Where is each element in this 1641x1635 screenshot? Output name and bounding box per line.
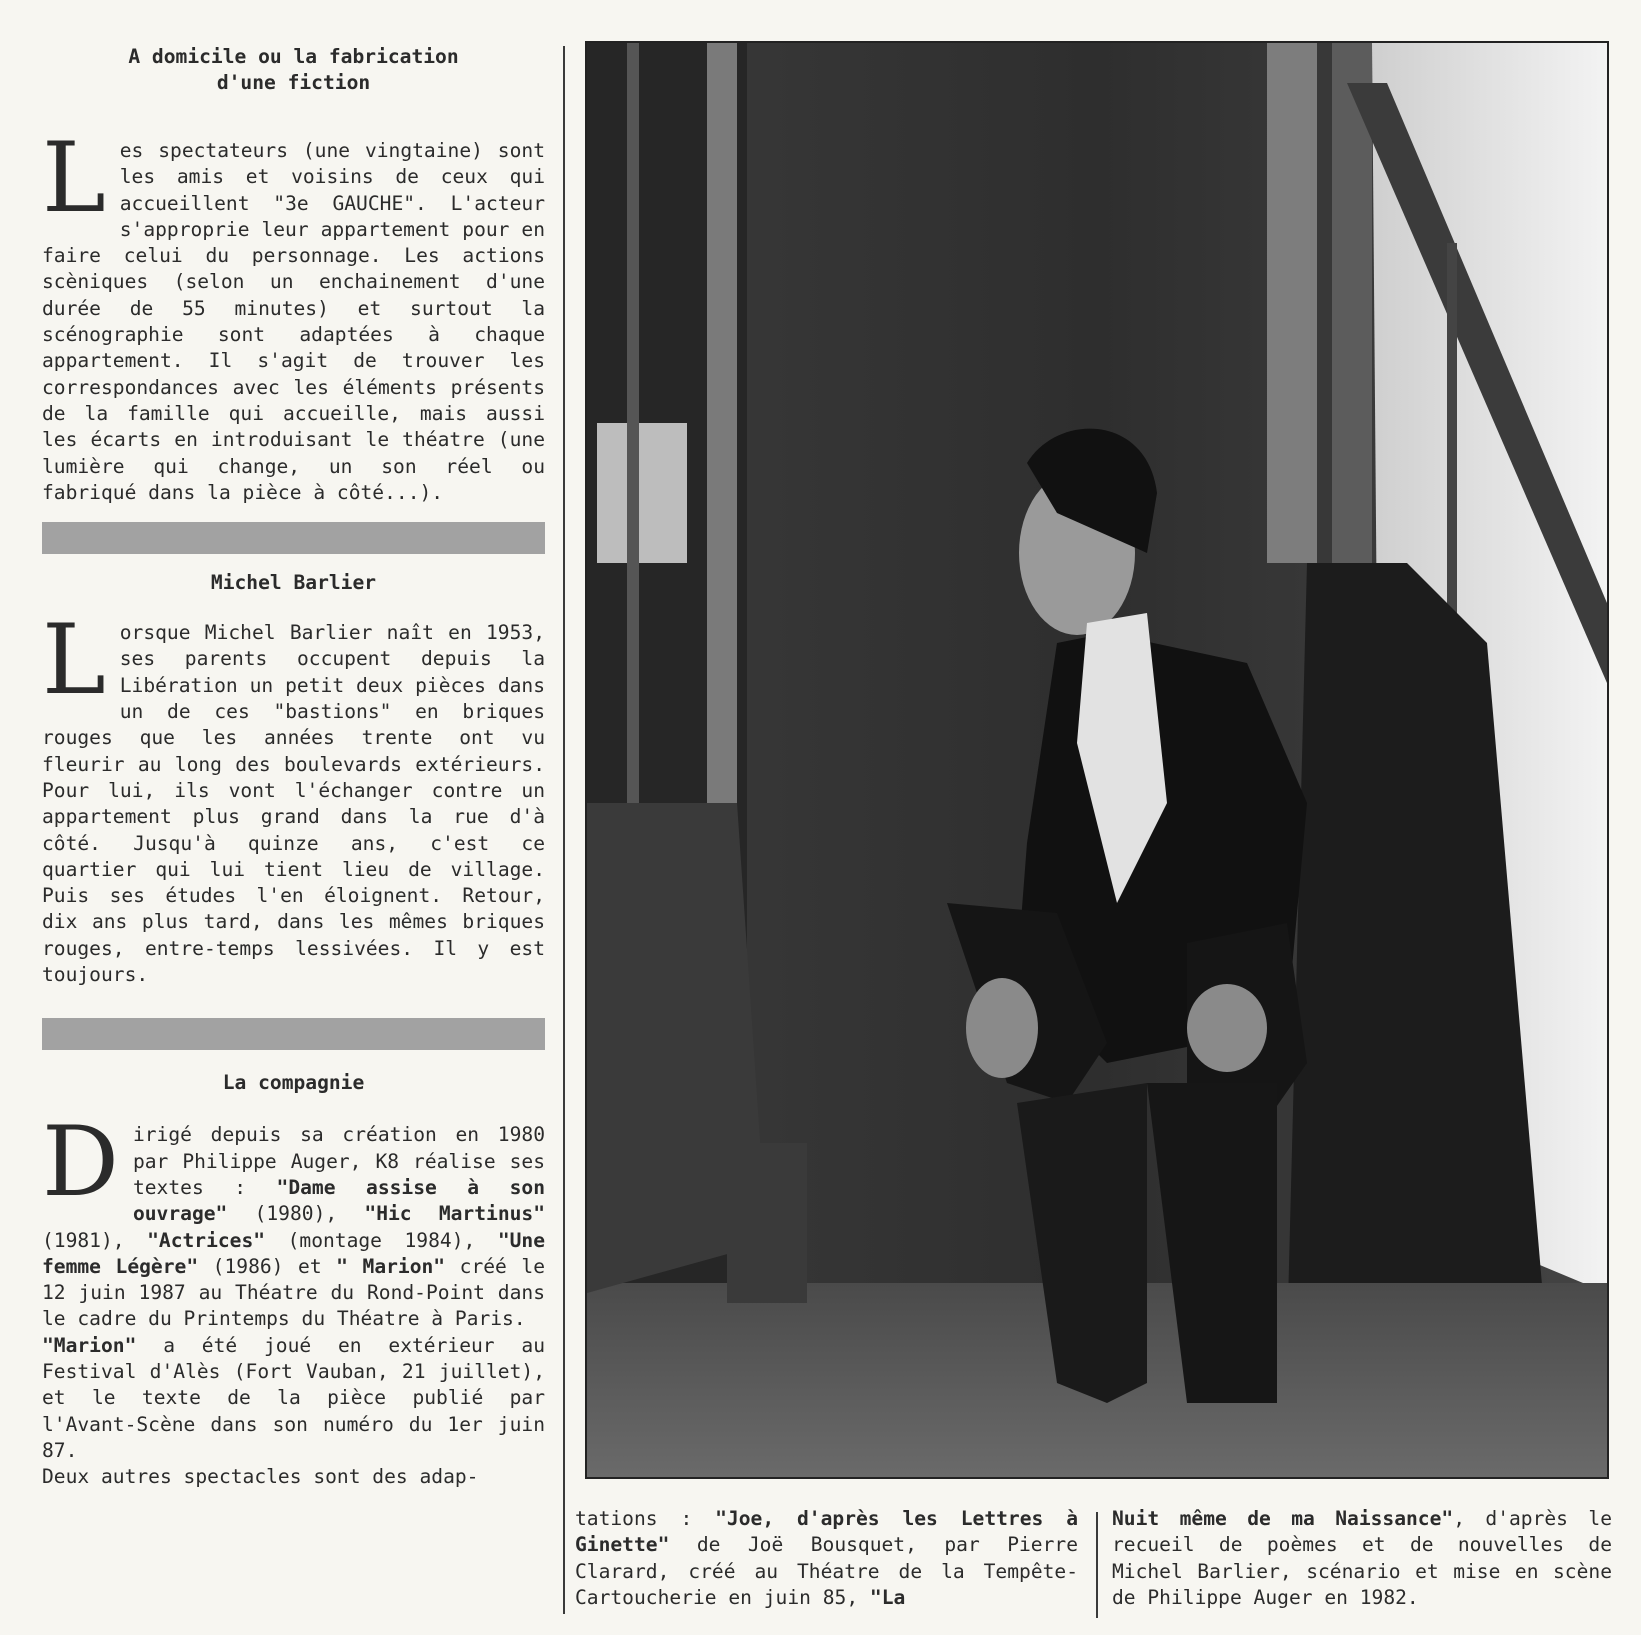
- body-text: a été joué en extérieur au Festival d'Alès (Fort Vauban, 21 juillet), et le texte de la pièce publié par l'Avant-Scène dans son numéro du 1er juin 87.: [42, 1333, 545, 1462]
- section-body: Deux autres spectacles sont des adap-: [42, 1465, 479, 1489]
- body-text: créé le 12 juin 1987 au Théatre du Rond-Point dans le cadre du Printemps du Théatre à Paris.: [42, 1254, 546, 1331]
- section-body: [42, 1333, 545, 1464]
- drop-cap: D: [42, 1106, 119, 1219]
- section-compagnie: [42, 1070, 545, 1490]
- section-fiction: [42, 44, 545, 506]
- section-divider: [42, 1018, 545, 1050]
- work-title: "La: [869, 1585, 906, 1609]
- caption-right: [1112, 1506, 1612, 1611]
- work-title: "Dame assise à son ouvrage": [132, 1175, 545, 1226]
- caption-left: [575, 1506, 1078, 1611]
- section-barlier: [42, 570, 545, 988]
- work-title: " Marion": [336, 1254, 446, 1278]
- column-rule: [563, 46, 565, 1614]
- photo-illustration: [587, 43, 1607, 1477]
- body-text: (1980),: [227, 1202, 365, 1226]
- left-column: [42, 44, 545, 1490]
- work-title: "Hic Martinus": [364, 1202, 545, 1226]
- work-title: "Joe, d'après les Lettres à Ginette": [575, 1507, 1078, 1557]
- section-body: [42, 604, 545, 988]
- drop-cap: L: [42, 604, 106, 717]
- work-title: "Une femme Légère": [42, 1228, 545, 1278]
- section-divider: [42, 522, 545, 554]
- caption-rule: [1096, 1512, 1098, 1618]
- caption-text: tations :: [575, 1507, 716, 1530]
- body-text: (montage 1984),: [265, 1228, 498, 1252]
- section-title: La compagnie: [222, 1071, 365, 1095]
- work-title: Nuit même de ma Naissance": [1112, 1507, 1454, 1530]
- section-title: [42, 44, 545, 96]
- body-text: irigé depuis sa création en 1980 par Philippe Auger, K8 réalise ses textes :: [132, 1123, 545, 1199]
- work-title: "Actrices": [147, 1228, 266, 1252]
- title-line-1: A domicile ou la fabrication: [128, 45, 459, 68]
- caption-text: , d'après le recueil de poèmes et de nouvelles de Michel Barlier, scénario et mise en scène de Philippe Auger en 1982.: [1112, 1507, 1612, 1609]
- caption-text: de Joë Bousquet, par Pierre Clarard, créé au Théatre de la Tempête-Cartoucherie en juin 85,: [575, 1533, 1078, 1609]
- body-text: (1981),: [42, 1228, 148, 1252]
- section-title: Michel Barlier: [210, 571, 377, 595]
- section-body: [42, 1106, 546, 1332]
- title-line-2: d'une fiction: [216, 71, 371, 94]
- work-title: "Marion": [42, 1333, 137, 1357]
- drop-cap: L: [42, 122, 106, 234]
- body-text: es spectateurs (une vingtaine) sont les amis et voisins de ceux qui accueillent "3e GAUCHE". L'acteur s'approprie leur appartement pour en faire celui du personnage. Les actions scèniques (selon un enchainement d'une durée de 55 minutes) et surtout la scénographie sont adaptées à chaque appartement. Il s'agit de trouver les correspondances avec les éléments présents de la famille qui accueille, mais aussi les écarts en introduisant le théatre (une lumière qui change, un son réel ou fabriqué dans la pièce à côté...).: [42, 139, 545, 504]
- body-text: (1986) et: [198, 1254, 337, 1278]
- section-body: [42, 122, 545, 506]
- photograph: [585, 41, 1609, 1479]
- body-text: orsque Michel Barlier naît en 1953, ses parents occupent depuis la Libération un petit deux pièces dans un de ces "bastions" en briques rouges que les années trente ont vu fleurir au long des boulevards extérieurs. Pour lui, ils vont l'échanger contre un appartement plus grand dans la rue d'à côté. Jusqu'à quinze ans, c'est ce quartier qui lui tient lieu de village. Puis ses études l'en éloignent. Retour, dix ans plus tard, dans les mêmes briques rouges, entre-temps lessivées. Il y est toujours.: [42, 621, 545, 987]
